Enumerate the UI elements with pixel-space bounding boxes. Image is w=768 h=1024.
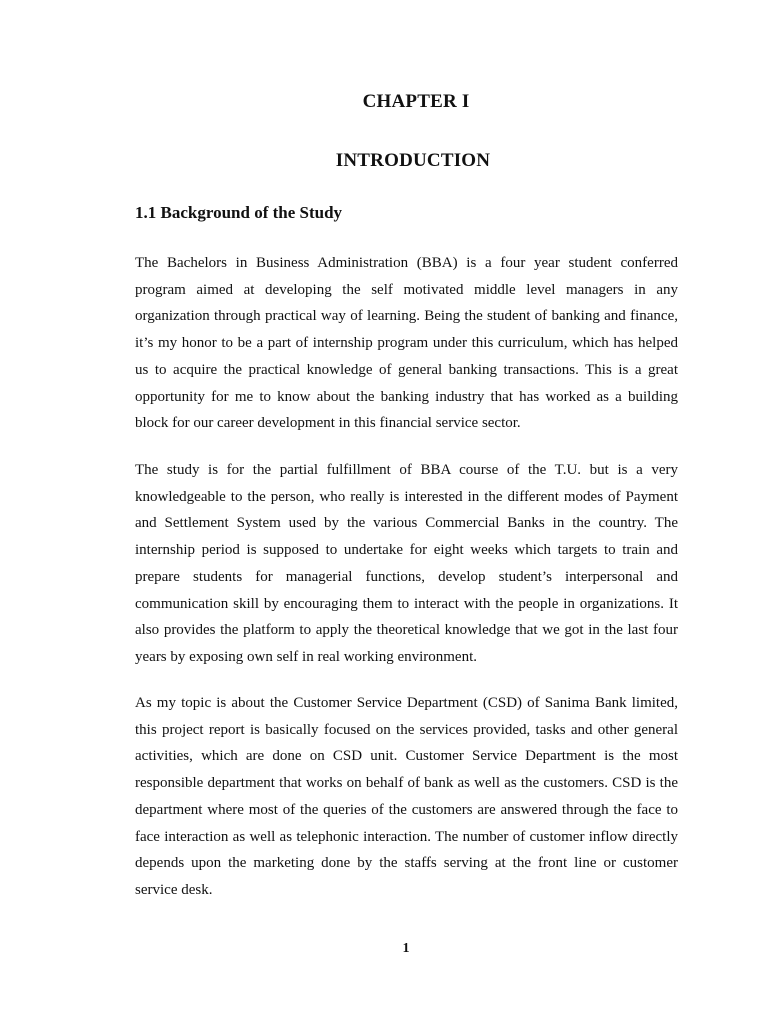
paragraph-1: The Bachelors in Business Administration (BBA) is a four year student conferred program aimed at developing the self motivated middle level managers in any organization through practical way of learning. Being the student of banking and finance, it’s my honor to be a part of internship program under this curriculum, which has helped us to acquire the practical knowledge of general banking transactions. This is a great opportunity for me to know about the banking industry that has worked as a building block for our career development in this financial service sector. [135,255,678,432]
section-heading: 1.1 Background of the Study [135,203,343,222]
chapter-label: CHAPTER I [362,91,470,112]
page-number: 1 [402,941,410,956]
paragraph-3: As my topic is about the Customer Service Department (CSD) of Sanima Bank limited, this project report is basically focused on the services provided, tasks and other general activities, which are done on CSD unit. Customer Service Department is the most responsible department that works on behalf of bank as well as the customers. CSD is the department where most of the queries of the customers are answered through the face to face interaction as well as telephonic interaction. The number of customer inflow directly depends upon the marketing done by the staffs serving at the front line or customer service desk. [135,695,678,898]
chapter-title: INTRODUCTION [335,150,491,171]
paragraph-2: The study is for the partial fulfillment of BBA course of the T.U. but is a very knowledgeable to the person, who really is interested in the different modes of Payment and Settlement System used by the various Commercial Banks in the country. The internship period is supposed to undertake for eight weeks which targets to train and prepare students for managerial functions, develop student’s interpersonal and communication skill by encouraging them to interact with the people in organizations. It also provides the platform to apply the theoretical knowledge that we got in the last four years by exposing own self in real working environment. [135,462,678,665]
